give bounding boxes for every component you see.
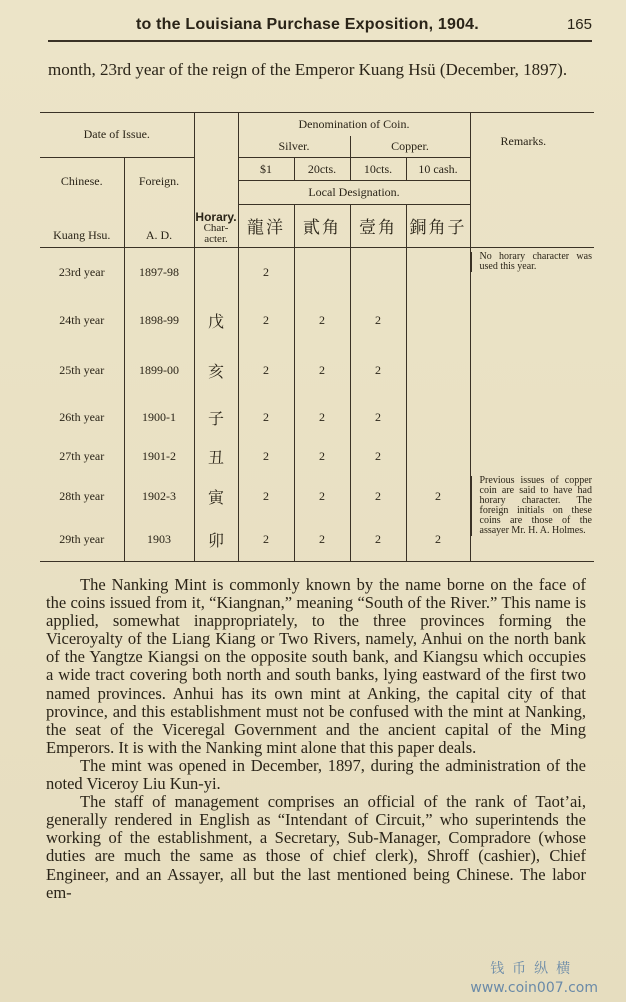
table-row: 29th year 1903 卯 2 2 2 2 [40,519,594,562]
intro-paragraph: month, 23rd year of the reign of the Emperor Kuang Hsü (December, 1897). [48,60,568,79]
page-number: 165 [566,16,592,33]
remarks-header: Remarks. [500,134,547,149]
denom-10cts: 10cts. [350,157,406,181]
table-row: 25th year 1899-00 亥 2 2 2 [40,346,594,395]
watermark-chinese: 钱币纵横 [490,961,579,977]
local-designation-header: Local Designation. [238,181,470,205]
running-header [48,16,592,38]
chinese-header: Chinese. [40,157,124,204]
paragraph-mint-opened: The mint was opened in December, 1897, during the administration of the noted Viceroy Liu Kun-yi. [46,755,586,794]
denom-10-cash: 10 cash. [406,157,470,181]
paragraph-nanking-mint: The Nanking Mint is commonly known by the name borne on the face of the coins issued from it, “Kiangnan,” meaning “South of the River.” This name is applied, somewhat inappropriately, to the three provinces forming the Viceroyalty of the Liang Kiang or Two Rivers, namely, Anhui on the north bank of the Yangtze Kiangsi on the opposite south bank, and Kiangsu which occupies a wide tract covering both north and south banks, lying eastward of the first two named provinces. Anhui has its own mint at Anking, the capital city of that province, and this establishment must not be confused with the mint at Nanking, the seat of the Viceregal Government and the ancient capital of the Ming Emperors. It is with the Nanking mint alone that this paper deals. [46,575,586,757]
table-row: 28th year 1902-3 寅 2 2 2 2 Previous issues of copper coin are said to have had horary character. The foreign initials on these coins are those of the assayer Mr. H. A. Holmes. [40,474,594,519]
table-row: 23rd year 1897-98 2 No horary character was used this year. [40,247,594,296]
copper-header: Copper. [350,136,470,157]
denom-1-dollar: $1 [238,157,294,181]
ad-header: A. D. [124,204,194,247]
remark-previous-issues: Previous issues of copper coin are said to have had horary character. The foreign initials on these coins are those of the assayer Mr. H. A. Holmes. [471,476,595,536]
horary-header: Horary. Char-acter. [194,204,238,247]
remark-no-horary: No horary character was used this year. [471,252,595,272]
body-text [46,576,586,902]
local-char-3: 壹角 [350,204,406,247]
kuang-hsu-header: Kuang Hsu. [40,204,124,247]
header-title: to the Louisiana Purchase Exposition, 1904. [136,16,479,33]
table-row: 26th year 1900-1 子 2 2 2 [40,395,594,440]
table-row: 27th year 1901-2 丑 2 2 2 [40,440,594,474]
denom-20cts: 20cts. [294,157,350,181]
denomination-header: Denomination of Coin. [238,113,470,137]
foreign-header: Foreign. [124,157,194,204]
table-row: 24th year 1898-99 戊 2 2 2 [40,296,594,345]
local-char-4: 銅角子 [406,204,470,247]
paragraph-staff: The staff of management comprises an official of the rank of Taot’ai, generally rendered in English as “Intendant of Circuit,” who superintends the working of the establishment, a Secretary, Sub-Manager, Compradore (whose duties are much the same as those of chief clerk), Shroff (cashier), Chief Engineer, and an Assayer, all but the last mentioned being Chinese. The labor em- [46,792,586,902]
coin-issue-table [40,112,594,562]
watermark [470,958,598,996]
watermark-url: www.coin007.com [470,980,598,996]
header-rule [48,40,592,42]
silver-header: Silver. [238,136,350,157]
date-of-issue-header: Date of Issue. [40,113,194,158]
local-char-1: 龍洋 [238,204,294,247]
local-char-2: 貳角 [294,204,350,247]
